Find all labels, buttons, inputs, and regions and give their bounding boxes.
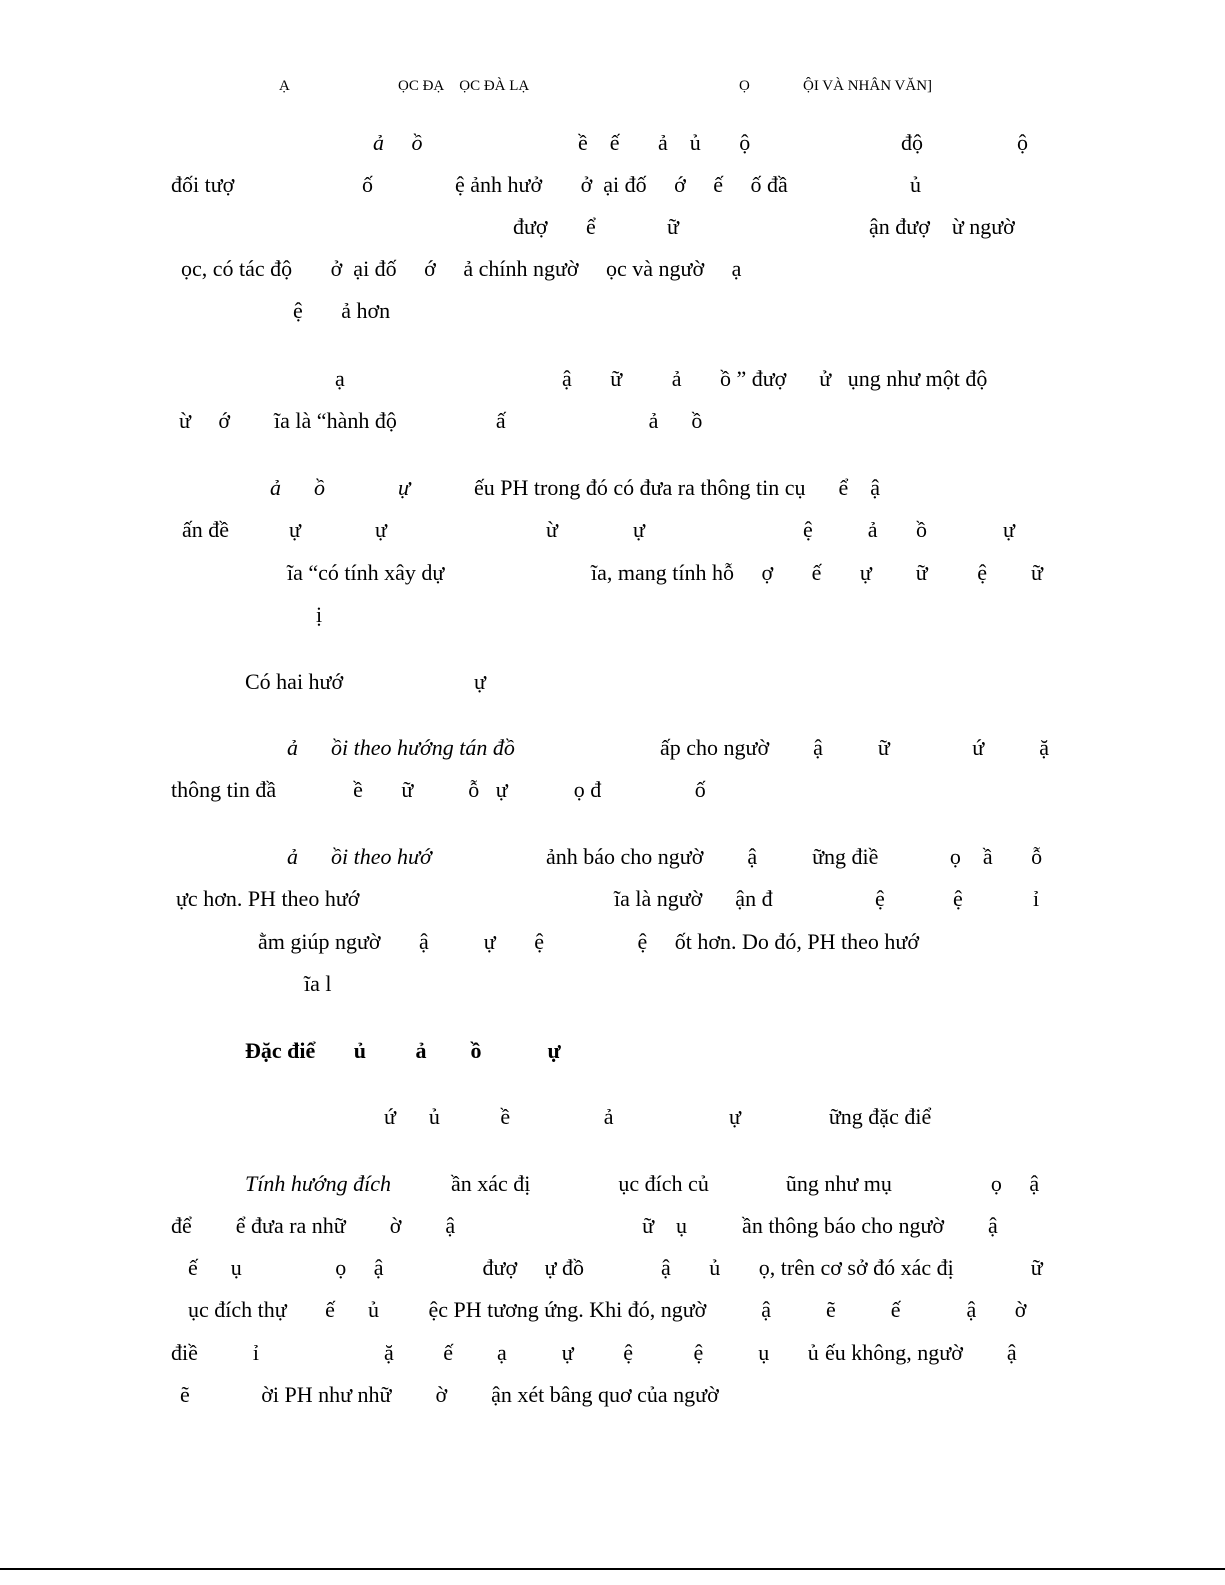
text-span: ự: [289, 517, 301, 542]
text-span: ả ồi theo hướ: [287, 844, 432, 869]
header-middle: ỌC ĐẠ ỌC ĐÀ LẠ: [398, 78, 530, 94]
text-span: ố: [362, 172, 373, 197]
text-span: ếu không, ngườ ậ: [825, 1340, 1017, 1365]
text-span: Có hai hướ: [245, 669, 344, 694]
text-span: ĩa là ngườ ận đ: [614, 886, 773, 911]
text-span: ự: [375, 517, 387, 542]
text-span: thông tin đầ ề ữ ỗ ự ọ đ ố: [171, 777, 706, 802]
text-span: ận đượ ừ ngườ: [869, 214, 1015, 239]
text-span: ự: [398, 475, 410, 500]
text-span: ệ ả hơn: [293, 298, 391, 323]
text-span: đượ ể: [513, 214, 596, 239]
text-span: ực hơn. PH theo hướ: [176, 886, 360, 911]
text-span: ặ ế ạ ự ệ ệ ụ ủ: [384, 1340, 819, 1365]
text-span: đối tượ: [171, 172, 235, 197]
text-span: Tính hướng đích: [245, 1171, 391, 1196]
text-span: ục đích thự ế ủ ệc PH tương ứng. Khi đó, ngườ ậ ẽ ế ậ ờ: [188, 1297, 1027, 1322]
text-span: ữ: [667, 214, 679, 239]
text-span: ĩa, mang tính hỗ ợ ế ự ữ ệ ữ: [591, 560, 1043, 585]
header-right-b: ỘI VÀ NHÂN VĂN]: [803, 78, 933, 94]
text-span: ả ồi theo hướng tán đồ: [287, 735, 515, 760]
text-span: ẽ ời PH như nhữ ờ ận xét bâng quơ của ngườ: [180, 1382, 719, 1407]
text-span: ả ồ: [373, 130, 423, 155]
text-span: ếu PH trong đó có đưa ra thông tin cụ ể ậ: [474, 475, 881, 500]
text-span: ằm giúp ngườ ậ ự ệ ệ ốt hơn. Do đó, PH theo hướ: [258, 929, 919, 954]
bottom-divider: [0, 1568, 1225, 1570]
header-left: Ạ: [279, 78, 290, 94]
text-span: ừ ớ ĩa là “hành độ ấ ả ồ: [179, 408, 703, 433]
text-span: ạ: [335, 366, 345, 391]
text-span: ự: [633, 517, 645, 542]
text-span: ĩa l: [304, 971, 332, 996]
text-span: ự: [1003, 517, 1015, 542]
text-span: ần xác đị ục đích củ ũng như mụ ọ ậ: [451, 1171, 1040, 1196]
text-span: ảnh báo cho ngườ ậ ững điề ọ ầ ỗ: [546, 844, 1043, 869]
text-span: điề ỉ: [171, 1340, 259, 1365]
text-span: ứ ủ ề ả ự ững đặc điể: [384, 1104, 932, 1129]
text-span: ự: [474, 669, 486, 694]
text-span: ệ ả ồ: [803, 517, 928, 542]
text-span: ừ: [546, 517, 558, 542]
text-span: ệ ảnh hưở ở ại đố ớ ế ố đầ: [455, 172, 788, 197]
text-span: ọc, có tác độ ở ại đố ớ ả chính ngườ ọc và ngườ ạ: [181, 256, 742, 281]
text-span: ệ: [875, 886, 885, 911]
text-span: ề ế ả ủ ộ: [578, 130, 751, 155]
text-span: ả ồ: [270, 475, 325, 500]
text-span: để ể đưa ra nhữ ờ ậ ữ ụ ần thông báo cho ngườ ậ: [171, 1213, 998, 1238]
header-right-a: Ọ: [739, 78, 750, 94]
text-span: ấp cho ngườ ậ ữ ứ ặ: [660, 735, 1049, 760]
heading-text: Đặc điể ủ ả ồ ự: [245, 1038, 561, 1063]
text-span: ế ụ ọ ậ đượ ự đồ ậ ủ ọ, trên cơ sở đó xác đị ữ: [188, 1255, 1043, 1280]
text-span: độ: [901, 130, 923, 155]
text-span: ĩa “có tính xây dự: [287, 560, 445, 585]
text-span: ậ ữ ả ồ ” đượ ử ụng như một độ: [562, 366, 988, 391]
text-span: ỉ: [1033, 886, 1040, 911]
text-span: ệ: [953, 886, 963, 911]
text-span: ị: [316, 602, 323, 627]
text-span: ủ: [910, 172, 921, 197]
text-span: ấn đề: [182, 517, 230, 542]
text-span: ộ: [1017, 130, 1028, 155]
